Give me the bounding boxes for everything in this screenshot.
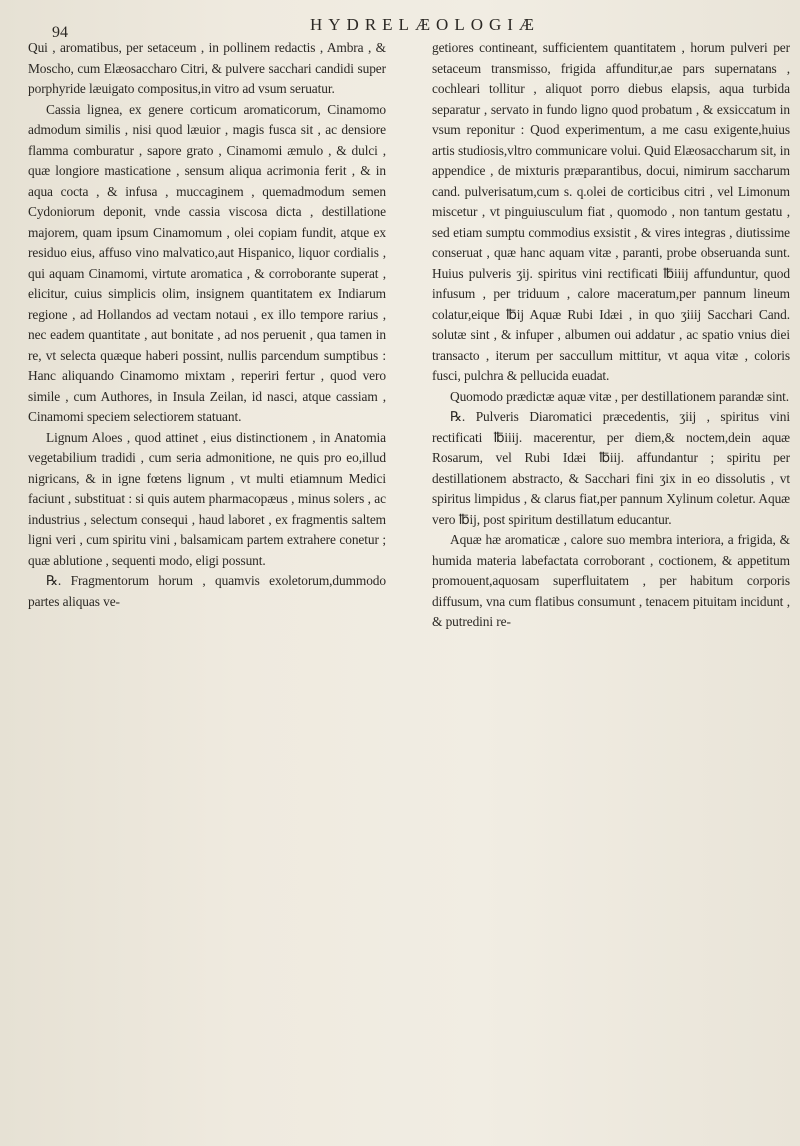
text-columns: [28, 38, 790, 633]
right-column: [432, 38, 790, 633]
paragraph: Qui , aromatibus, per setaceum , in pollinem redactis , Ambra , & Moscho, cum Elæosaccharo Citri, & pulvere sacchari candidi super porphyride læuigato compositus,in vitro ad vsum seruatur.: [28, 40, 386, 96]
section-heading: Quomodo prædictæ aquæ vitæ , per destillationem parandæ sint.: [450, 388, 790, 404]
page-number: 94: [52, 24, 68, 41]
left-column: [28, 38, 386, 633]
paragraph: ℞. Pulveris Diaromatici præcedentis, ʒiij , spiritus vini rectificati ℔iiij. macerentur, per diem,& noctem,dein aquæ Rosarum, vel Rubi Idæi ℔iij. affundantur ; spiritu per destillationem abstracto, & Sacchari fini ʒix in eo dissolutis , vt spiritus limpidus , & clarus fiat,per pannum Xylinum coletur. Aquæ vero ℔ij, post spiritum destillatum educantur.: [432, 409, 790, 527]
paragraph: Cassia lignea, ex genere corticum aromaticorum, Cinamomo admodum similis , nisi quod læuior , magis fusca sit , ac densiore flamma comburatur , sapore grato , Cinamomi æmulo , & dulci , quæ longiore masticatione , sensum aliqua acrimonia ferit , & in aqua cocta , & infusa , muccaginem , quemadmodum semen Cydoniorum deponit, vnde cassia viscosa dicta , destillatione majorem, quam ipsum Cinamomum , olei copiam fundit, atque ex residuo eius, affuso vino malvatico,aut Hispanico, liquor cordialis , qui aquam Cinamomi, virtute aromatica , & corroborante superat , elicitur, cuius simplicis olim, insignem quantitatem ex Indiarum regione , ad Hollandos ad vectam notaui , ex illo tempore rarius , nec eadem quantitate , aut bonitate , ad nos peruenit , qua tamen in re, vt selecta quæque haberi possint, nullis parcendum sumptibus : Hanc aliquando Cinamomo mixtam , reperiri fertur , quod vero simile , cum Authores, in Insula Zeilan, id nasci, atque cassiam , Cinamomi speciem selectiorem statuant.: [28, 101, 386, 424]
paragraph: Lignum Aloes , quod attinet , eius distinctionem , in Anatomia vegetabilium tradidi , cum seria admonitione, ne quis pro eo,illud nigricans, & in igne fœtens lignum , vt multi etiamnum Medici faciunt , substituat : si quis autem pharmacopæus , minus solers , ac industrius , selectum consequi , haud laboret , ex fragmentis saltem ligni veri , cum spiritu vini , balsamicam partem extrahere conetur ; quæ ablutione , sequenti modo, eligi possunt.: [28, 429, 386, 568]
paragraph: getiores contineant, sufficientem quantitatem , horum pulveri per setaceum transmisso, frigida affunditur,ae pars supernatans , cochleari tollitur , aliquot porro diebus elapsis, aqua turbida separatur , servato in fundo ligno quod probatum , & exsiccatum in vsum reponitur : Quod experimentum, a me casu exigente,huius artis studiosis,vltro communicare volui. Quid Elæosaccharum sit, in appendice , de mixturis præparantibus, docui, nimirum saccharum cand. pulverisatum,cum s. q.olei de corticibus citri , vel Limonum miscetur , vt pinguiusculum fiat , quomodo , non tantum gestatu , sed etiam sumptu commodius exsistit , & vires integras , diutissime conseruat , quæ hanc aquam vitæ , paranti, probe obseruanda sunt. Huius pulveris ʒij. spiritus vini rectificati ℔iiij affunduntur, quod infusum , per triduum , calore maceratum,per pannum lineum colatur,eique ℔ij Aquæ Rubi Idæi , in quo ʒiiij Sacchari Cand. solutæ sint , & infuper , albumen oui addatur , ac spatio vnius diei transacto , iterum per saccullum mittitur, vt aqua vitæ , coloris fusci, pulchra & pellucida euadat.: [432, 40, 790, 383]
page-header: [28, 4, 790, 41]
running-head: HYDRELÆOLOGIÆ: [310, 15, 541, 34]
paragraph: ℞. Fragmentorum horum , quamvis exoletorum,dummodo partes aliquas ve-: [28, 573, 386, 609]
paragraph: Aquæ hæ aromaticæ , calore suo membra interiora, a frigida, & humida materia labefactata corroborant , coctionem, & appetitum promouent,aquosam superfluitatem , per habitum corporis diffusum, vna cum flatibus consumunt , tenacem pituitam incidunt , & putredini re-: [432, 532, 790, 629]
